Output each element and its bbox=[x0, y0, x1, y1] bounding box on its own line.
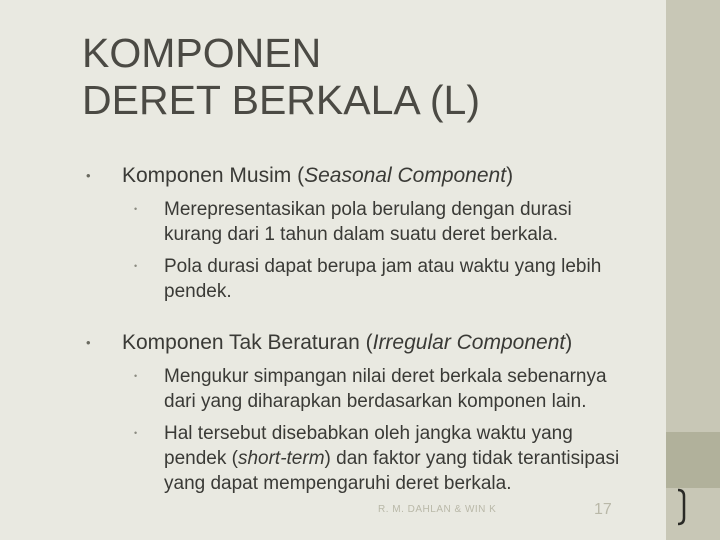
sub-bullet-irregular-2 bbox=[134, 421, 704, 496]
title-line-1: KOMPONEN bbox=[82, 30, 322, 76]
bullet-dot-icon: • bbox=[134, 261, 138, 271]
footer-author: R. M. DAHLAN & WIN K bbox=[378, 504, 497, 515]
bullet-dot-icon: • bbox=[134, 371, 138, 381]
heading-text: Komponen Musim ( bbox=[122, 164, 305, 187]
title-line-2: DERET BERKALA (L) bbox=[82, 77, 480, 123]
text-line: Hal tersebut disebabkan oleh jangka waktu yang bbox=[164, 423, 573, 444]
bullet-irregular-component bbox=[86, 331, 682, 355]
bracket-icon bbox=[676, 488, 686, 526]
bullet-dot-icon: • bbox=[86, 335, 91, 350]
sub-bullet-seasonal-1 bbox=[134, 197, 704, 247]
text-line: Pola durasi dapat berupa jam atau waktu yang lebih bbox=[164, 256, 602, 277]
text-line: dari yang diharapkan berdasarkan komponen lain. bbox=[164, 391, 587, 412]
sub-bullet-seasonal-2 bbox=[134, 254, 704, 304]
bullet-dot-icon: • bbox=[86, 168, 91, 183]
bullet-dot-icon: • bbox=[134, 204, 138, 214]
page-number: 17 bbox=[594, 501, 612, 518]
text-line: kurang dari 1 tahun dalam suatu deret berkala. bbox=[164, 224, 558, 245]
text-line: Mengukur simpangan nilai deret berkala sebenarnya bbox=[164, 366, 607, 387]
text-line bbox=[164, 446, 704, 471]
bullet-seasonal-component bbox=[86, 164, 682, 188]
text-segment: ) dan faktor yang tidak terantisipasi bbox=[324, 448, 620, 469]
sub-bullet-irregular-1 bbox=[134, 364, 704, 414]
text-line: pendek. bbox=[164, 281, 232, 302]
text-line: yang dapat mempengaruhi deret berkala. bbox=[164, 473, 512, 494]
heading-italic: Seasonal Component bbox=[304, 164, 507, 187]
heading-text: Komponen Tak Beraturan ( bbox=[122, 331, 373, 354]
heading-end: ) bbox=[506, 164, 514, 187]
slide-title bbox=[82, 30, 652, 124]
heading-italic: Irregular Component bbox=[372, 331, 566, 354]
text-italic-segment: short-term bbox=[237, 448, 325, 469]
text-line: Merepresentasikan pola berulang dengan durasi bbox=[164, 199, 572, 220]
heading-end: ) bbox=[565, 331, 573, 354]
text-segment: pendek ( bbox=[164, 448, 238, 469]
bullet-dot-icon: • bbox=[134, 428, 138, 438]
